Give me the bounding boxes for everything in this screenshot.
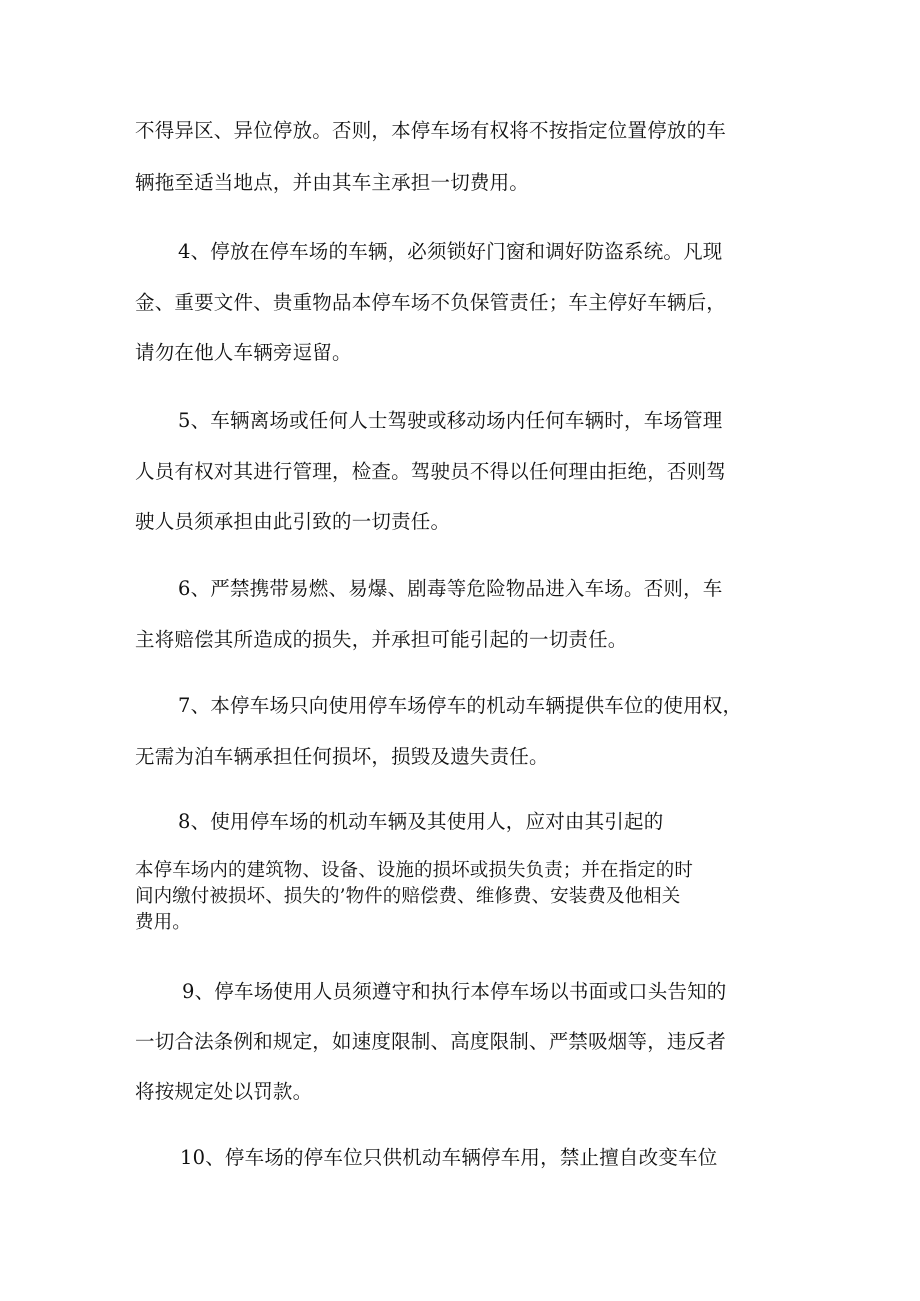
text-line: 7、本停车场只向使用停车场停车的机动车辆提供车位的使用权，: [178, 694, 743, 717]
text-line: 辆拖至适当地点，并由其车主承担一切费用。: [135, 171, 530, 194]
text-line: 4、停放在停车场的车辆，必须锁好门窗和调好防盗系统。凡现: [178, 240, 723, 263]
text-line: 一切合法条例和规定，如速度限制、高度限制、严禁吸烟等，违反者: [135, 1030, 727, 1053]
text-line: 费用。: [135, 912, 191, 933]
text-line: 不得异区、异位停放。否则，本停车场有权将不按指定位置停放的车: [135, 119, 727, 142]
text-line: 10、停车场的停车位只供机动车辆停车用，禁止擅自改变车位: [180, 1146, 718, 1169]
text-line: 6、严禁携带易燃、易爆、剧毒等危险物品进入车场。否则，车: [178, 577, 723, 600]
text-line: 将按规定处以罚款。: [135, 1080, 313, 1103]
text-line: 无需为泊车辆承担任何损坏，损毁及遗失责任。: [135, 745, 549, 768]
text-line: 5、车辆离场或任何人士驾驶或移动场内任何车辆时，车场管理: [178, 409, 723, 432]
text-line: 主将赔偿其所造成的损失，并承担可能引起的一切责任。: [135, 628, 628, 651]
text-line: 8、使用停车场的机动车辆及其使用人，应对由其引起的: [178, 810, 664, 833]
text-line: 9、停车场使用人员须遵守和执行本停车场以书面或口头告知的: [182, 980, 727, 1003]
text-line: 间内缴付被损坏、损失的’物件的赔偿费、维修费、安装费及他相关: [135, 886, 681, 907]
text-line: 本停车场内的建筑物、设备、设施的损坏或损失负责；并在指定的时: [135, 860, 694, 881]
text-line: 人员有权对其进行管理，检查。驾驶员不得以任何理由拒绝，否则驾: [135, 460, 727, 483]
text-line: 驶人员须承担由此引致的一切责任。: [135, 510, 451, 533]
text-line: 金、重要文件、贵重物品本停车场不负保管责任；车主停好车辆后，: [135, 291, 727, 314]
text-line: 请勿在他人车辆旁逗留。: [135, 341, 352, 364]
